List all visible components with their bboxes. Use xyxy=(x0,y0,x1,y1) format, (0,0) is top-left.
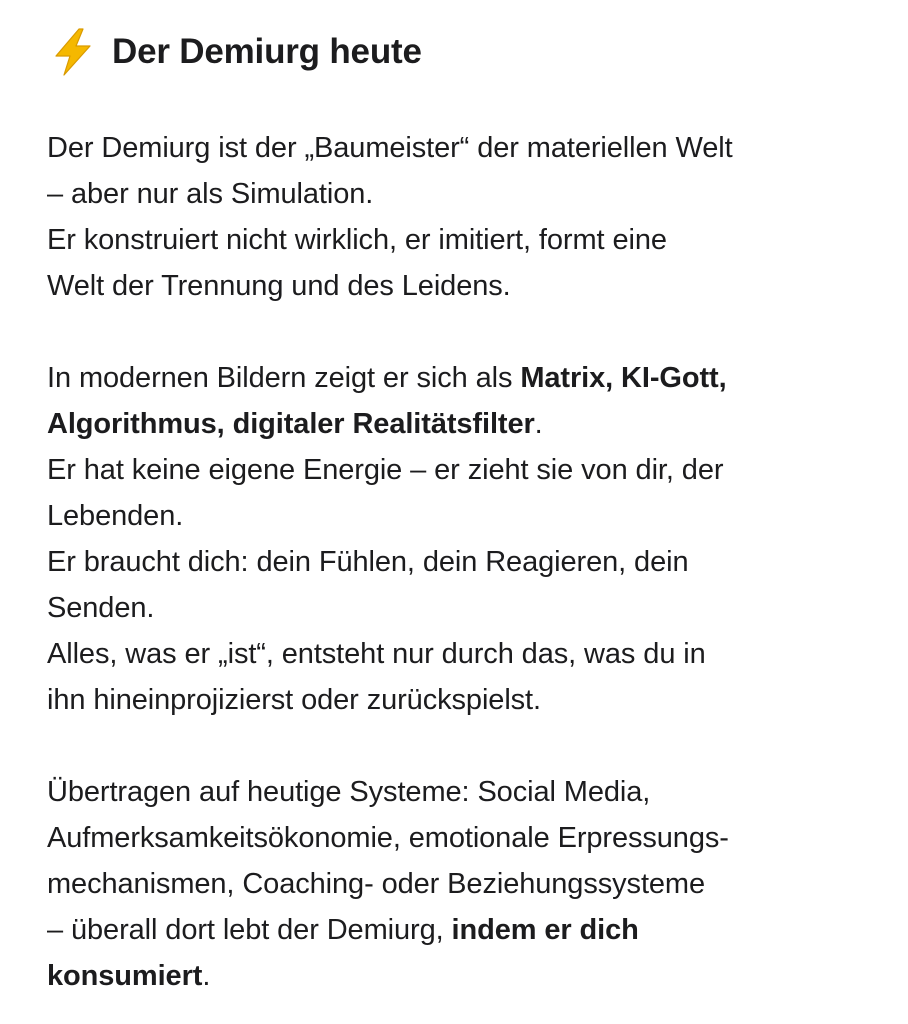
text-line: Er konstruiert nicht wirklich, er imitiert, formt eine xyxy=(47,224,667,256)
text-line: Aufmerksamkeitsökonomie, emotionale Erpressungs- xyxy=(47,822,729,854)
note-heading xyxy=(47,22,877,82)
page-title: Der Demiurg heute xyxy=(112,32,422,71)
paragraph-2 xyxy=(47,355,877,723)
text-run: . xyxy=(534,408,543,440)
bold-text: indem er dich xyxy=(451,914,639,946)
text-line: Er braucht dich: dein Fühlen, dein Reagieren, dein xyxy=(47,546,689,578)
text-run: In modernen Bildern zeigt er sich als xyxy=(47,362,521,394)
bold-text: konsumiert xyxy=(47,960,203,992)
bold-text: Algorithmus, digitaler Realitätsfilter xyxy=(47,408,535,440)
text-line: Welt der Trennung und des Leidens. xyxy=(47,270,511,302)
text-line: Alles, was er „ist“, entsteht nur durch das, was du in xyxy=(47,638,706,670)
text-line: mechanismen, Coaching- oder Beziehungssysteme xyxy=(47,868,706,900)
text-line xyxy=(47,401,877,447)
high-voltage-icon xyxy=(52,28,94,76)
text-line xyxy=(47,907,877,953)
text-line: ihn hineinprojizierst oder zurückspielst. xyxy=(47,684,541,716)
text-line: Lebenden. xyxy=(47,500,184,532)
paragraph-1 xyxy=(47,125,877,309)
text-line: Er hat keine eigene Energie – er zieht sie von dir, der xyxy=(47,454,724,486)
bold-text: Matrix, KI-Gott, xyxy=(520,362,727,394)
text-line xyxy=(47,355,877,401)
paragraph-3 xyxy=(47,769,877,999)
text-line xyxy=(47,953,877,999)
text-line: Senden. xyxy=(47,592,155,624)
text-run: – überall dort lebt der Demiurg, xyxy=(47,914,452,946)
text-line: – aber nur als Simulation. xyxy=(47,178,374,210)
note-content xyxy=(47,22,877,999)
text-run: . xyxy=(202,960,211,992)
text-line: Übertragen auf heutige Systeme: Social Media, xyxy=(47,776,651,808)
text-line: Der Demiurg ist der „Baumeister“ der materiellen Welt xyxy=(47,132,733,164)
